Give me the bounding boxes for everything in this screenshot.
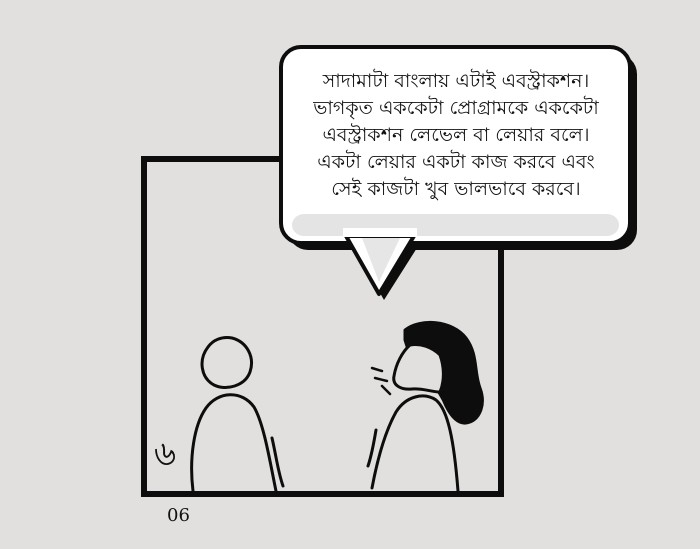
panel-corner-mark: ৬ bbox=[154, 434, 177, 474]
page-number: 06 bbox=[167, 505, 190, 526]
speech-bubble-inner-shade bbox=[292, 214, 619, 236]
speech-bubble-line: একটা লেয়ার একটা কাজ করবে এবং bbox=[317, 151, 595, 173]
speech-bubble-line: সাদামাটা বাংলায় এটাই এবস্ট্রাকশন। bbox=[322, 70, 590, 92]
speech-bubble-text bbox=[290, 68, 622, 203]
speech-bubble-line: ভাগকৃত এককেটা প্রোগ্রামকে এককেটা bbox=[313, 97, 599, 119]
speech-bubble-line: এবস্ট্রাকশন লেভেল বা লেয়ার বলে। bbox=[322, 124, 590, 146]
speech-bubble-line: সেই কাজটা খুব ভালভাবে করবে। bbox=[331, 178, 581, 200]
speech-bubble-tail-cover bbox=[343, 228, 417, 237]
